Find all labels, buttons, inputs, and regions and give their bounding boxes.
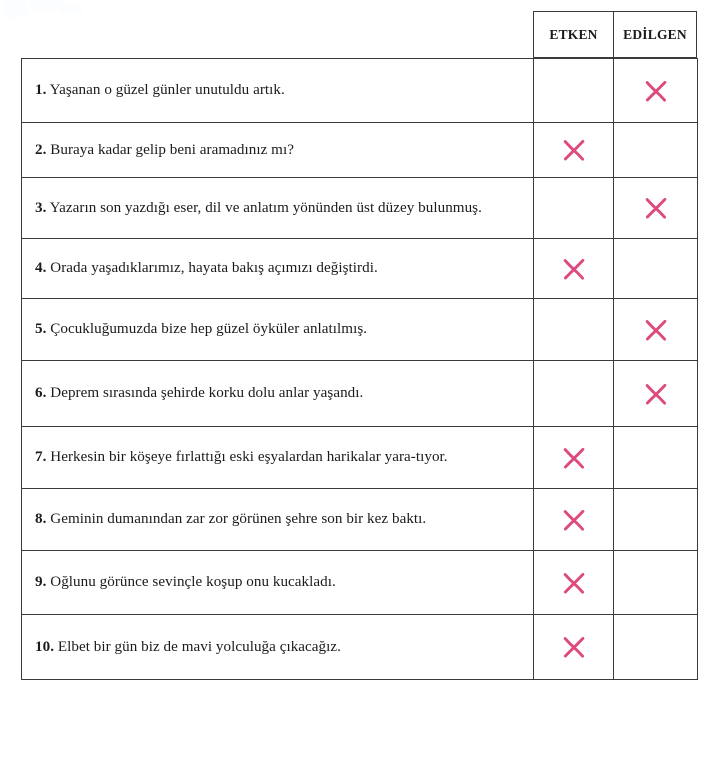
table-row <box>22 239 698 299</box>
statement-text-wrapper <box>22 252 533 284</box>
x-mark-icon <box>641 315 671 345</box>
statement-cell <box>22 178 534 239</box>
statement-number: 5. <box>35 321 47 338</box>
statement-cell <box>22 299 534 361</box>
statement-cell <box>22 489 534 551</box>
statement-text-wrapper <box>22 192 533 224</box>
x-mark-icon <box>641 193 671 223</box>
statement-text: Çocukluğumuzda bize hep güzel öyküler anlatılmış. <box>46 321 368 338</box>
column-header-edilgen: EDİLGEN <box>613 11 697 58</box>
answer-cell-etken[interactable] <box>534 361 614 427</box>
scan-artifact <box>30 0 64 10</box>
answer-cell-etken[interactable] <box>534 427 614 489</box>
statement-text-wrapper <box>22 377 533 409</box>
statement-cell <box>22 551 534 615</box>
x-mark-icon <box>559 135 589 165</box>
worksheet-table <box>21 58 698 680</box>
statement-number: 8. <box>35 511 47 528</box>
answer-cell-etken[interactable] <box>534 299 614 361</box>
table-row <box>22 427 698 489</box>
x-mark-icon <box>559 632 589 662</box>
table-row <box>22 178 698 239</box>
table-row <box>22 489 698 551</box>
statement-cell <box>22 123 534 178</box>
statement-number: 3. <box>35 199 47 216</box>
table-row <box>22 59 698 123</box>
statement-text: Herkesin bir köşeye fırlattığı eski eşyalardan harikalar yara-tıyor. <box>46 449 448 466</box>
answer-cell-etken[interactable] <box>534 59 614 123</box>
statement-text: Buraya kadar gelip beni aramadınız mı? <box>46 141 294 158</box>
scan-artifact <box>2 1 28 15</box>
answer-cell-edilgen[interactable] <box>614 59 698 123</box>
statement-text: Yazarın son yazdığı eser, dil ve anlatım yönünden üst düzey bulunmuş. <box>46 199 482 216</box>
statement-text-wrapper <box>22 74 533 106</box>
answer-cell-etken[interactable] <box>534 239 614 299</box>
statement-text-wrapper <box>22 503 533 535</box>
table-row <box>22 551 698 615</box>
statement-cell <box>22 361 534 427</box>
answer-cell-edilgen[interactable] <box>614 551 698 615</box>
statement-number: 7. <box>35 449 47 466</box>
statement-cell <box>22 427 534 489</box>
table-row <box>22 123 698 178</box>
answer-cell-edilgen[interactable] <box>614 239 698 299</box>
x-mark-icon <box>559 254 589 284</box>
scan-artifact <box>8 14 20 19</box>
table-row <box>22 361 698 427</box>
x-mark-icon <box>559 568 589 598</box>
scan-artifact <box>60 5 82 14</box>
statement-number: 10. <box>35 638 55 655</box>
table-header-row <box>533 11 697 58</box>
statement-cell <box>22 615 534 680</box>
statement-cell <box>22 239 534 299</box>
statement-number: 6. <box>35 385 47 402</box>
x-mark-icon <box>641 76 671 106</box>
statement-text: Deprem sırasında şehirde korku dolu anlar yaşandı. <box>46 385 364 402</box>
answer-cell-edilgen[interactable] <box>614 615 698 680</box>
answer-cell-edilgen[interactable] <box>614 361 698 427</box>
answer-cell-edilgen[interactable] <box>614 178 698 239</box>
statement-text: Orada yaşadıklarımız, hayata bakış açımızı değiştirdi. <box>46 260 378 277</box>
statement-text: Elbet bir gün biz de mavi yolculuğa çıkacağız. <box>54 638 341 655</box>
statement-cell <box>22 59 534 123</box>
statement-number: 9. <box>35 574 47 591</box>
statement-text-wrapper <box>22 313 533 345</box>
statement-text-wrapper <box>22 134 533 166</box>
statement-text: Yaşanan o güzel günler unutuldu artık. <box>46 82 285 99</box>
statement-text-wrapper <box>22 441 533 473</box>
statement-text-wrapper <box>22 631 533 663</box>
answer-cell-etken[interactable] <box>534 123 614 178</box>
answer-cell-etken[interactable] <box>534 615 614 680</box>
answer-cell-etken[interactable] <box>534 178 614 239</box>
statement-text: Oğlunu görünce sevinçle koşup onu kucakladı. <box>46 574 336 591</box>
column-header-etken: ETKEN <box>533 11 613 58</box>
statement-text-wrapper <box>22 566 533 598</box>
answer-cell-edilgen[interactable] <box>614 489 698 551</box>
x-mark-icon <box>641 379 671 409</box>
table-row <box>22 299 698 361</box>
statement-number: 4. <box>35 260 47 277</box>
x-mark-icon <box>559 443 589 473</box>
statement-number: 1. <box>35 82 47 99</box>
statement-number: 2. <box>35 141 47 158</box>
x-mark-icon <box>559 505 589 535</box>
answer-cell-etken[interactable] <box>534 551 614 615</box>
table-row <box>22 615 698 680</box>
statement-text: Geminin dumanından zar zor görünen şehre son bir kez baktı. <box>46 511 427 528</box>
answer-cell-etken[interactable] <box>534 489 614 551</box>
answer-cell-edilgen[interactable] <box>614 427 698 489</box>
answer-cell-edilgen[interactable] <box>614 123 698 178</box>
answer-cell-edilgen[interactable] <box>614 299 698 361</box>
